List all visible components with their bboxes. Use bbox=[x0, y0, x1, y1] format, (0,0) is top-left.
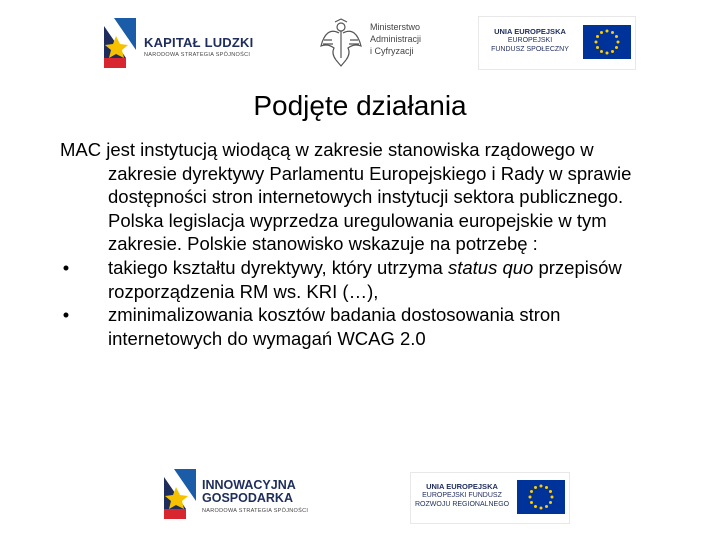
kapital-ludzki-logo bbox=[100, 14, 260, 72]
innowacyjna-line-1: INNOWACYJNA bbox=[202, 478, 296, 492]
bullet-1-text-start: takiego kształtu dyrektywy, który utrzyma bbox=[108, 256, 448, 278]
eu-social-fund-line-3: FUNDUSZ SPOŁECZNY bbox=[491, 46, 569, 53]
eu-regional-fund-line-1: UNIA EUROPEJSKA bbox=[426, 482, 498, 491]
bullet-icon: • bbox=[62, 256, 70, 278]
bullet-1-text-end: przepisów rozporządzenia RM ws. KRI (…), bbox=[108, 256, 622, 302]
eu-flag-icon bbox=[583, 25, 631, 59]
eu-social-fund-line-2: EUROPEJSKI bbox=[507, 37, 553, 44]
bullet-icon: • bbox=[62, 304, 70, 326]
eu-regional-fund-logo bbox=[410, 472, 570, 524]
ministry-logo bbox=[318, 18, 443, 73]
kapital-ludzki-name: KAPITAŁ LUDZKI bbox=[144, 35, 254, 50]
bullet-1-italic: status quo bbox=[447, 256, 534, 278]
ministry-line-3: i Cyfryzacji bbox=[370, 46, 414, 56]
slide-body bbox=[60, 138, 640, 350]
innowacyjna-gospodarka-logo bbox=[160, 465, 320, 523]
eagle-emblem-icon bbox=[318, 18, 364, 68]
eu-regional-fund-line-2: EUROPEJSKI FUNDUSZ bbox=[422, 492, 502, 499]
innowacyjna-emblem-icon bbox=[160, 465, 200, 523]
intro-paragraph: MAC jest instytucją wiodącą w zakresie stanowiska rządowego w zakresie dyrektywy Parlamentu Europejskiego i Rady w sprawie dostępności stron internetowych instytucji sektora publicznego. Polska legislacja wyprzedza uregulowania europejskie w tym zakresie. Polskie stanowisko wskazuje na potrzebę : bbox=[60, 139, 632, 255]
ministry-line-2: Administracji bbox=[370, 34, 422, 44]
bullet-item-status-quo bbox=[60, 256, 640, 303]
eu-regional-fund-line-3: ROZWOJU REGIONALNEGO bbox=[415, 501, 510, 508]
bullet-2-text: zminimalizowania kosztów badania dostosowania stron internetowych do wymagań WCAG 2.0 bbox=[108, 304, 561, 349]
bullet-list bbox=[60, 256, 640, 350]
innowacyjna-name bbox=[202, 479, 296, 505]
ministry-name bbox=[370, 21, 421, 57]
eu-social-fund-line-1: UNIA EUROPEJSKA bbox=[494, 27, 566, 36]
ministry-line-1: Ministerstwo bbox=[370, 22, 421, 32]
slide-title: Podjęte działania bbox=[253, 90, 467, 121]
innowacyjna-subtitle: NARODOWA STRATEGIA SPÓJNOŚCI bbox=[202, 508, 309, 514]
eu-flag-icon bbox=[517, 480, 565, 514]
eu-social-fund-text bbox=[483, 27, 577, 54]
bullet-item-wcag bbox=[60, 303, 640, 350]
eu-regional-fund-text bbox=[415, 482, 509, 509]
eu-social-fund-logo bbox=[478, 16, 636, 70]
kapital-ludzki-emblem-icon bbox=[100, 14, 140, 72]
kapital-ludzki-subtitle: NARODOWA STRATEGIA SPÓJNOŚCI bbox=[144, 52, 251, 58]
innowacyjna-line-2: GOSPODARKA bbox=[202, 491, 293, 505]
